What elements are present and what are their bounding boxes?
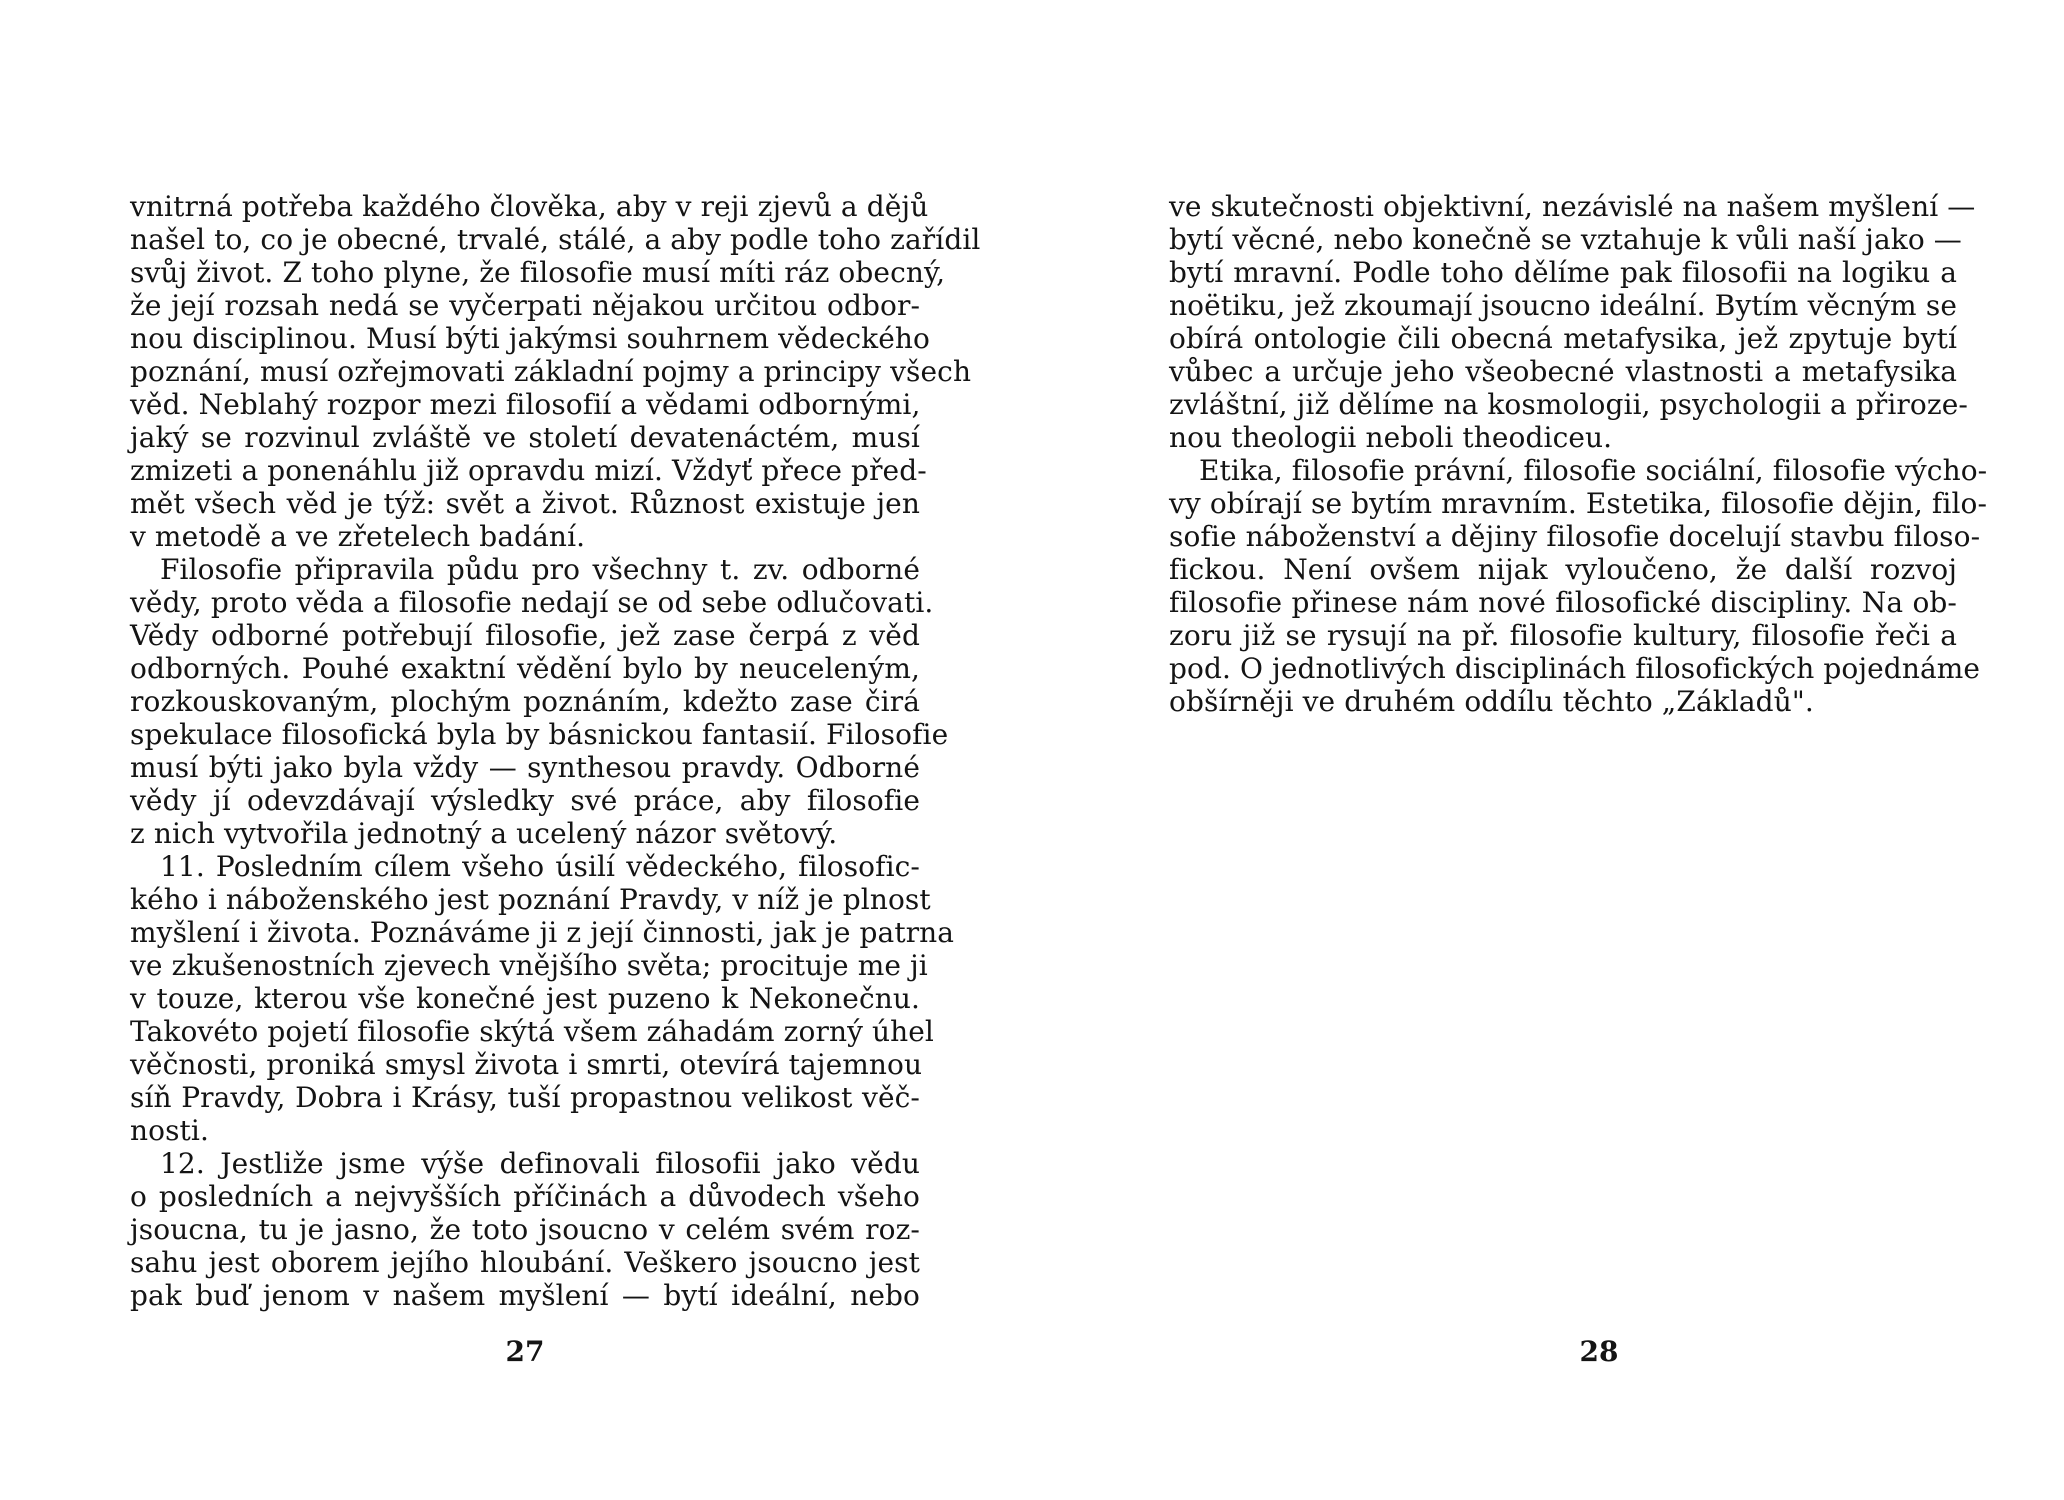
text-line: nou disciplinou. Musí býti jakýmsi souhrnem vědeckého bbox=[130, 322, 931, 355]
text-line: vůbec a určuje jeho všeobecné vlastnosti a metafysika bbox=[1169, 355, 1957, 388]
left-page-number: 27 bbox=[505, 1335, 545, 1368]
text-line: spekulace filosofická byla by básnickou fantasií. Filosofie bbox=[130, 718, 949, 751]
text-line: že její rozsah nedá se vyčerpati nějakou určitou odbor- bbox=[130, 289, 920, 322]
text-line: nosti. bbox=[130, 1114, 209, 1147]
text-line: bytí mravní. Podle toho dělíme pak filosofii na logiku a bbox=[1169, 256, 1957, 289]
text-line: vědy jí odevzdávají výsledky své práce, aby filosofie bbox=[130, 784, 920, 817]
text-line: mět všech věd je týž: svět a život. Různost existuje jen bbox=[130, 487, 920, 520]
text-line: věčnosti, proniká smysl života i smrti, otevírá tajemnou bbox=[130, 1048, 923, 1081]
text-line: v metodě a ve zřetelech badání. bbox=[130, 520, 586, 553]
text-line: z nich vytvořila jednotný a ucelený názor světový. bbox=[130, 817, 838, 850]
text-line: sofie náboženství a dějiny filosofie docelují stavbu filoso- bbox=[1169, 520, 1981, 553]
right-page-number: 28 bbox=[1579, 1335, 1619, 1368]
text-line: obírá ontologie čili obecná metafysika, jež zpytuje bytí bbox=[1169, 322, 1957, 355]
text-line: poznání, musí ozřejmovati základní pojmy a principy všech bbox=[130, 355, 972, 388]
text-line: pod. O jednotlivých disciplinách filosofických pojednáme bbox=[1169, 652, 1981, 685]
text-line: obšírněji ve druhém oddílu těchto „Základů". bbox=[1169, 685, 1814, 718]
text-line: věd. Neblahý rozpor mezi filosofií a vědami odbornými, bbox=[130, 388, 921, 421]
text-line: ve zkušenostních zjevech vnějšího světa; procituje me ji bbox=[130, 949, 928, 982]
text-line: zmizeti a ponenáhlu již opravdu mizí. Vždyť přece před- bbox=[130, 454, 927, 487]
text-line: musí býti jako byla vždy — synthesou pravdy. Odborné bbox=[130, 751, 920, 784]
text-line: sahu jest oborem jejího hloubání. Veškero jsoucno jest bbox=[130, 1246, 920, 1279]
text-line: o posledních a nejvyšších příčinách a důvodech všeho bbox=[130, 1180, 920, 1213]
text-line: jaký se rozvinul zvláště ve století devatenáctém, musí bbox=[130, 421, 920, 454]
text-line: 11. Posledním cílem všeho úsilí vědeckého, filosofic- bbox=[160, 850, 920, 883]
text-line: kého i náboženského jest poznání Pravdy, v níž je plnost bbox=[130, 883, 931, 916]
text-line: zoru již se rysují na př. filosofie kultury, filosofie řeči a bbox=[1169, 619, 1957, 652]
text-line: Vědy odborné potřebují filosofie, jež zase čerpá z věd bbox=[130, 619, 920, 652]
text-line: fickou. Není ovšem nijak vyloučeno, že další rozvoj bbox=[1169, 553, 1957, 586]
left-text-column bbox=[130, 190, 981, 1312]
text-line: vědy, proto věda a filosofie nedají se od sebe odlučovati. bbox=[130, 586, 934, 619]
text-line: odborných. Pouhé exaktní vědění bylo by neuceleným, bbox=[130, 652, 920, 685]
text-line: bytí věcné, nebo konečně se vztahuje k vůli naší jako — bbox=[1169, 223, 1962, 256]
text-line: zvláštní, již dělíme na kosmologii, psychologii a přiroze- bbox=[1169, 388, 1968, 421]
text-line: filosofie přinese nám nové filosofické discipliny. Na ob- bbox=[1169, 586, 1957, 619]
text-line: Filosofie připravila půdu pro všechny t. zv. odborné bbox=[160, 553, 920, 586]
text-line: Takovéto pojetí filosofie skýtá všem záhadám zorný úhel bbox=[130, 1015, 934, 1048]
text-line: jsoucna, tu je jasno, že toto jsoucno v celém svém roz- bbox=[130, 1213, 920, 1246]
text-line: vy obírají se bytím mravním. Estetika, filosofie dějin, filo- bbox=[1169, 487, 1988, 520]
text-line: síň Pravdy, Dobra i Krásy, tuší propastnou velikost věč- bbox=[130, 1081, 920, 1114]
text-line: 12. Jestliže jsme výše definovali filosofii jako vědu bbox=[160, 1147, 920, 1180]
text-line: našel to, co je obecné, trvalé, stálé, a aby podle toho zařídil bbox=[130, 223, 981, 256]
text-line: vnitrná potřeba každého člověka, aby v reji zjevů a dějů bbox=[130, 190, 929, 223]
text-line: ve skutečnosti objektivní, nezávislé na našem myšlení — bbox=[1169, 190, 1976, 223]
text-line: nou theologii neboli theodiceu. bbox=[1169, 421, 1613, 454]
text-line: pak buď jenom v našem myšlení — bytí ideální, nebo bbox=[130, 1279, 920, 1312]
text-line: rozkouskovaným, plochým poznáním, kdežto zase čirá bbox=[130, 685, 920, 718]
text-line: myšlení i života. Poznáváme ji z její činnosti, jak je patrna bbox=[130, 916, 955, 949]
text-line: v touze, kterou vše konečné jest puzeno k Nekonečnu. bbox=[130, 982, 920, 1015]
text-line: noëtiku, jež zkoumají jsoucno ideální. Bytím věcným se bbox=[1169, 289, 1957, 322]
right-page bbox=[1032, 0, 2064, 1500]
text-line: Etika, filosofie právní, filosofie sociální, filosofie výcho- bbox=[1199, 454, 1988, 487]
right-text-column bbox=[1169, 190, 1988, 718]
text-line: svůj život. Z toho plyne, že filosofie musí míti ráz obecný, bbox=[130, 256, 946, 289]
